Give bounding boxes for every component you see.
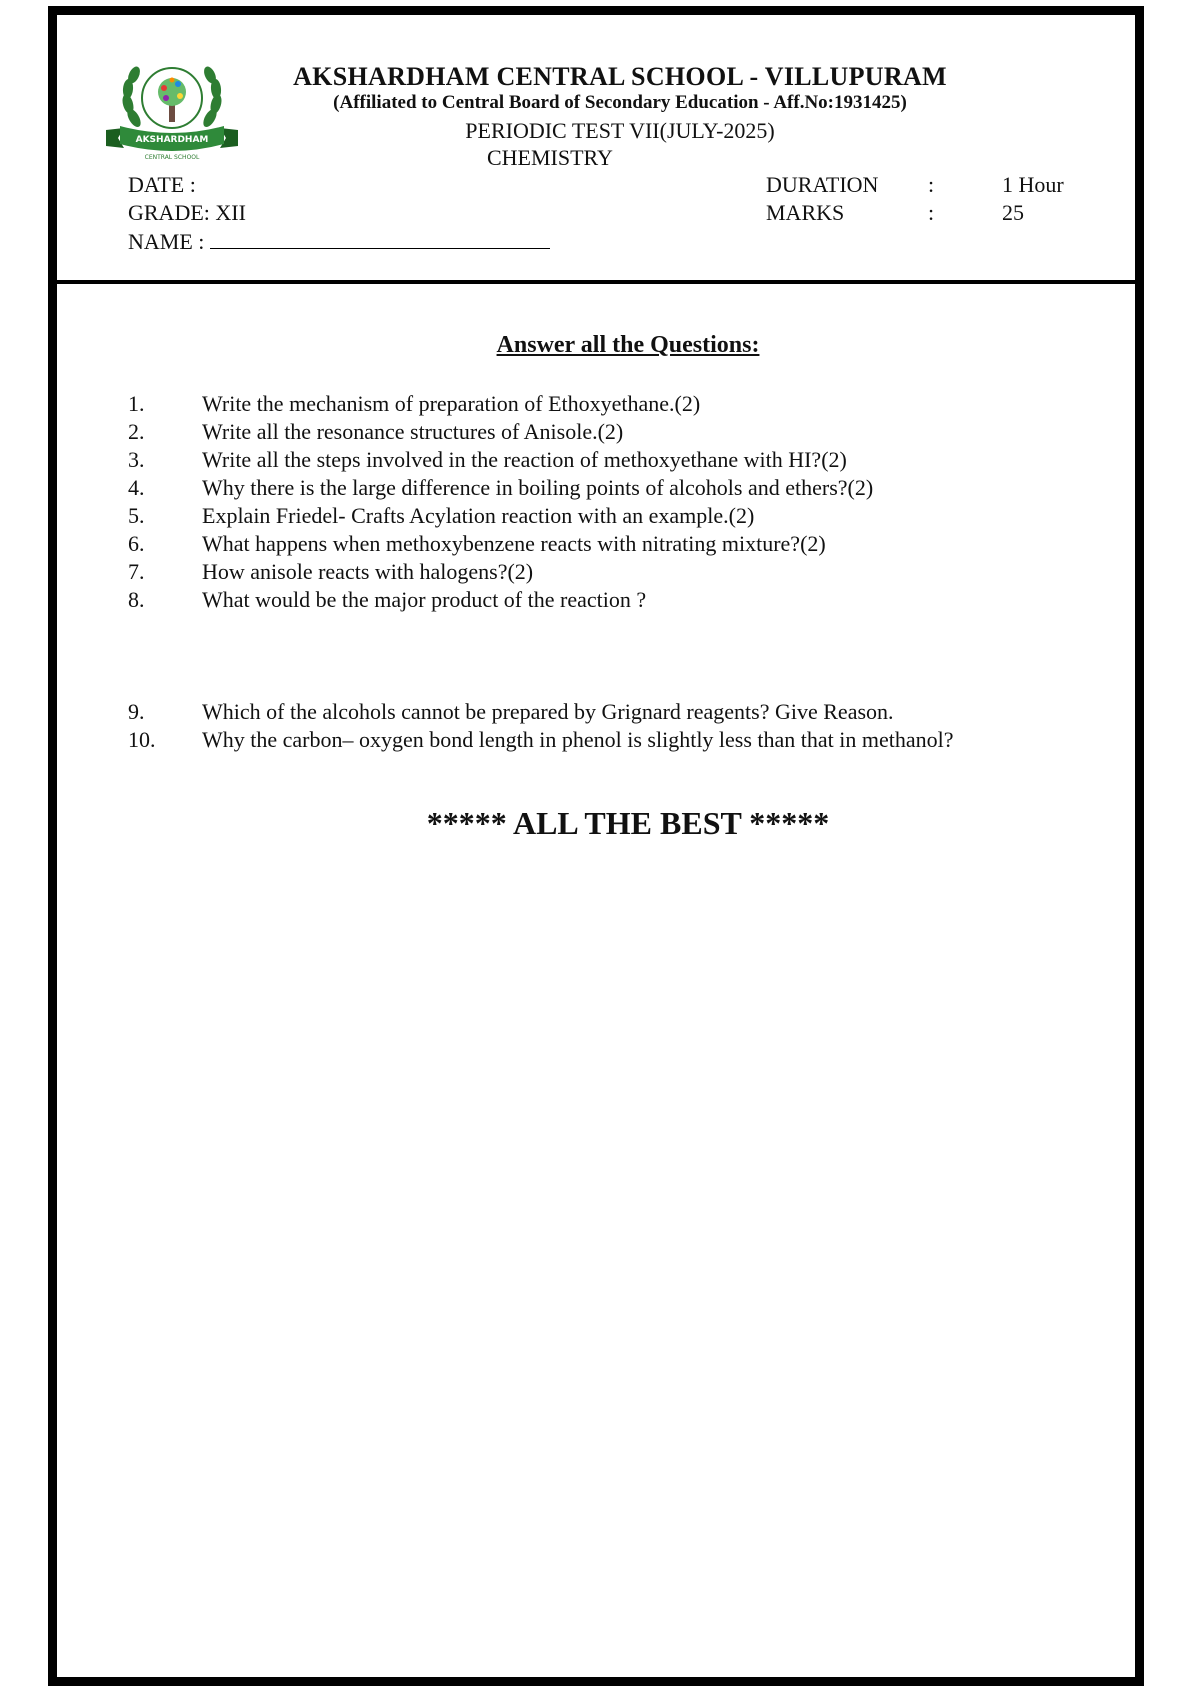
name-field[interactable]	[128, 228, 550, 255]
date-label: DATE :	[128, 172, 196, 197]
question-item	[128, 698, 1108, 726]
question-list	[128, 390, 1108, 754]
name-blank-line	[210, 228, 550, 249]
question-number: 4.	[128, 475, 145, 500]
question-number: 8.	[128, 587, 145, 612]
question-number: 10.	[128, 727, 156, 752]
name-label: NAME :	[128, 229, 205, 254]
question-text: Explain Friedel- Crafts Acylation reaction with an example.(2)	[202, 503, 755, 528]
question-number: 9.	[128, 699, 145, 724]
question-number: 7.	[128, 559, 145, 584]
question-number: 3.	[128, 447, 145, 472]
question-item	[128, 418, 1108, 446]
question-item	[128, 558, 1108, 586]
logo-sub-text: CENTRAL SCHOOL	[144, 154, 200, 161]
subject-name: CHEMISTRY	[487, 145, 613, 170]
duration-colon: :	[928, 172, 935, 197]
test-name: PERIODIC TEST VII(JULY-2025)	[465, 118, 775, 143]
question-text: Write the mechanism of preparation of Ethoxyethane.(2)	[202, 391, 701, 416]
question-text: Which of the alcohols cannot be prepared by Grignard reagents? Give Reason.	[202, 699, 894, 724]
question-text: Write all the resonance structures of Anisole.(2)	[202, 419, 624, 444]
duration-value: 1 Hour	[1002, 172, 1064, 197]
question-item	[128, 446, 1108, 474]
question-text: Why the carbon– oxygen bond length in phenol is slightly less than that in methanol?	[202, 727, 954, 752]
question-item	[128, 502, 1108, 530]
question-text: Write all the steps involved in the reaction of methoxyethane with HI?(2)	[202, 447, 847, 472]
instruction-heading: Answer all the Questions:	[496, 332, 760, 358]
school-name: AKSHARDHAM CENTRAL SCHOOL - VILLUPURAM	[293, 62, 947, 91]
affiliation-line: (Affiliated to Central Board of Secondary Education - Aff.No:1931425)	[333, 92, 907, 113]
question-item	[128, 586, 1108, 614]
header-divider	[57, 280, 1135, 284]
logo-banner-text: AKSHARDHAM	[135, 135, 209, 145]
question-text: What happens when methoxybenzene reacts with nitrating mixture?(2)	[202, 531, 826, 556]
question-item	[128, 474, 1108, 502]
page-border	[48, 6, 1144, 1686]
question-text: Why there is the large difference in boiling points of alcohols and ethers?(2)	[202, 475, 874, 500]
marks-label: MARKS	[766, 200, 845, 225]
question-number: 2.	[128, 419, 145, 444]
grade-label: GRADE: XII	[128, 200, 246, 225]
question-number: 6.	[128, 531, 145, 556]
closing-message: ***** ALL THE BEST *****	[426, 805, 830, 841]
question-item	[128, 726, 1108, 754]
duration-label: DURATION	[766, 172, 879, 197]
question-item	[128, 530, 1108, 558]
question-number: 5.	[128, 503, 145, 528]
marks-colon: :	[928, 200, 935, 225]
marks-value: 25	[1002, 200, 1024, 225]
question-item	[128, 390, 1108, 418]
question-number: 1.	[128, 391, 145, 416]
question-text: What would be the major product of the reaction ?	[202, 587, 647, 612]
question-text: How anisole reacts with halogens?(2)	[202, 559, 534, 584]
